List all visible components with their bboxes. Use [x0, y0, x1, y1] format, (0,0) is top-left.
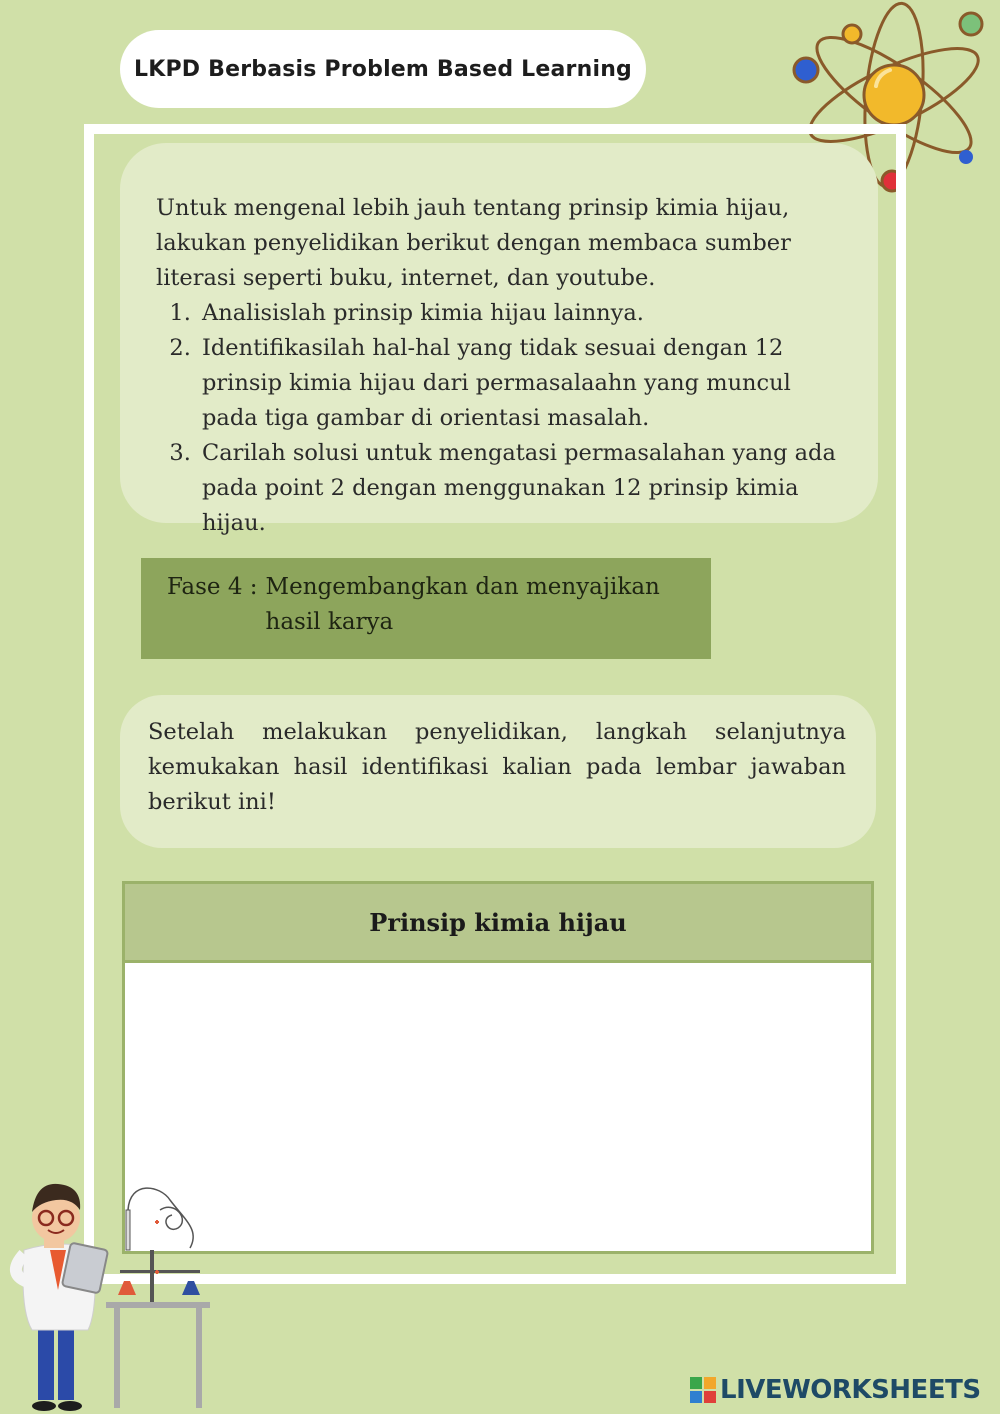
answer-table	[122, 881, 874, 1254]
header-banner	[120, 30, 646, 108]
scientist-illustration	[0, 1170, 230, 1414]
step-item: 2. Identifikasilah hal-hal yang tidak sesuai dengan 12 prinsip kimia hijau dari permasalaahn yang muncul pada tiga gambar di orientasi masalah.	[198, 331, 844, 436]
instruction-text: Setelah melakukan penyelidikan, langkah selanjutnya kemukakan hasil identifikasi kalian pada lembar jawaban berikut ini!	[148, 719, 846, 815]
phase-title: Mengembangkan dan menyajikan hasil karya	[265, 574, 660, 635]
phase-heading	[141, 558, 711, 659]
steps-list	[156, 296, 844, 541]
intro-panel	[120, 143, 878, 536]
liveworksheets-logo-icon	[690, 1377, 716, 1403]
watermark-text: LIVEWORKSHEETS	[720, 1375, 981, 1405]
phase-label: Fase 4 :	[167, 574, 258, 600]
lab-apparatus-icon	[118, 1188, 200, 1302]
answer-input-area[interactable]	[125, 963, 871, 1251]
scientist-icon	[16, 1184, 108, 1411]
step-item: 3. Carilah solusi untuk mengatasi permasalahan yang ada pada point 2 dengan menggunakan 12 prinsip kimia hijau.	[198, 436, 844, 541]
header-title: LKPD Berbasis Problem Based Learning	[134, 56, 632, 82]
answer-table-title: Prinsip kimia hijau	[369, 907, 627, 937]
lab-table-icon	[106, 1302, 210, 1308]
step-item: 1. Analisislah prinsip kimia hijau lainnya.	[198, 296, 844, 331]
instruction-panel	[120, 695, 876, 848]
liveworksheets-watermark	[690, 1372, 981, 1408]
intro-paragraph: Untuk mengenal lebih jauh tentang prinsip kimia hijau, lakukan penyelidikan berikut dengan membaca sumber literasi seperti buku, internet, dan youtube.	[156, 195, 791, 291]
answer-table-header	[125, 884, 871, 963]
